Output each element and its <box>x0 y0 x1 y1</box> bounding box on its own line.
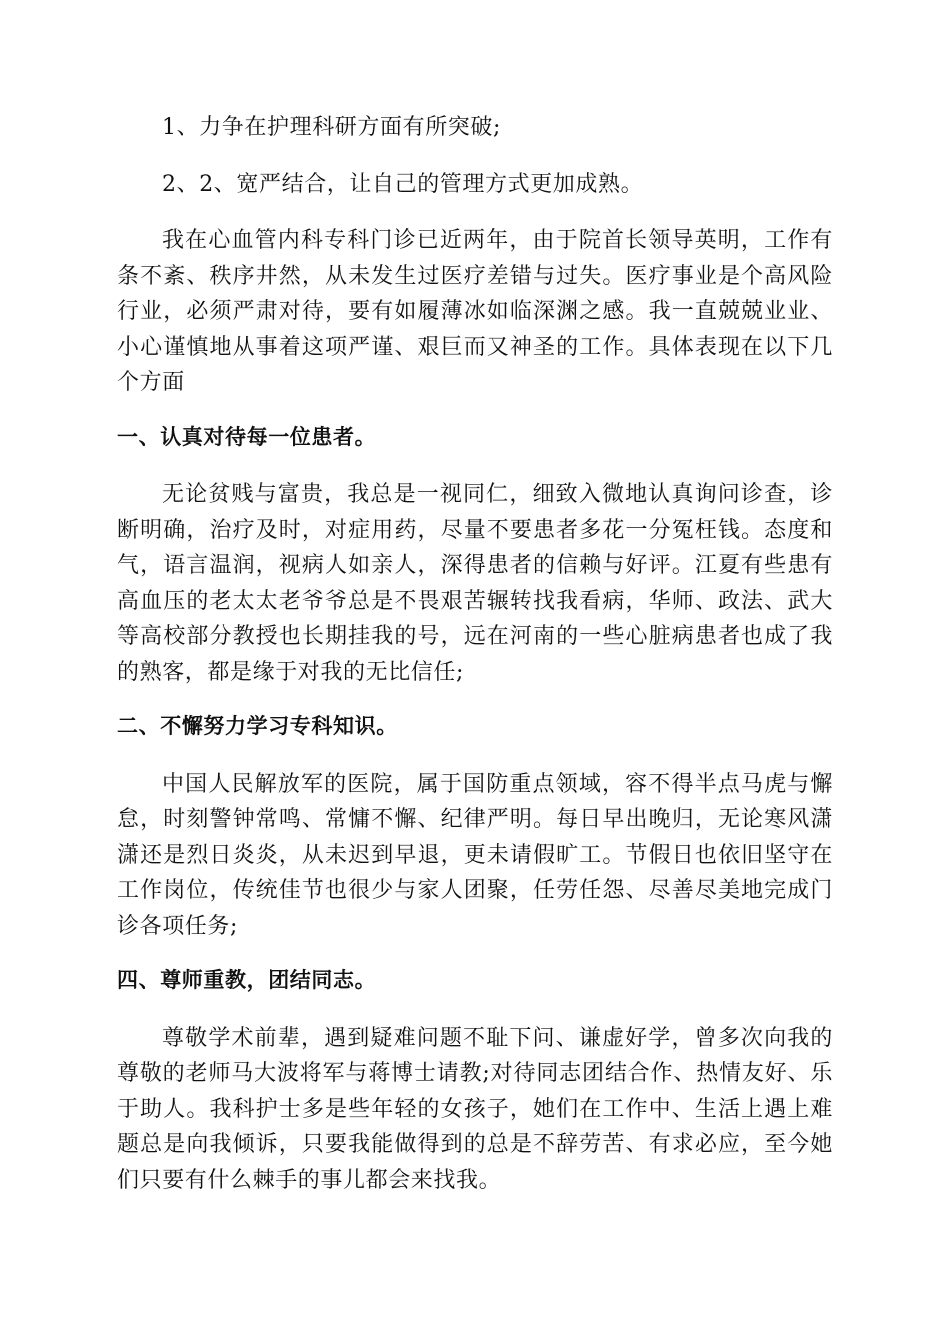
section-body-3: 尊敬学术前辈，遇到疑难问题不耻下问、谦虚好学，曾多次向我的尊敬的老师马大波将军与蒋博士请教;对待同志团结合作、热情友好、乐于助人。我科护士多是些年轻的女孩子，她们在工作中、生活上遇上难题总是向我倾诉，只要我能做得到的总是不辞劳苦、有求必应，至今她们只要有什么棘手的事儿都会来找我。 <box>117 1025 833 1193</box>
section-body-1: 无论贫贱与富贵，我总是一视同仁，细致入微地认真询问诊查，诊断明确，治疗及时，对症用药，尽量不要患者多花一分冤枉钱。态度和气，语言温润，视病人如亲人，深得患者的信赖与好评。江夏有些患有高血压的老太太老爷爷总是不畏艰苦辗转找我看病，华师、政法、武大等高校部分教授也长期挂我的号，远在河南的一些心脏病患者也成了我的熟客，都是缘于对我的无比信任; <box>117 482 833 685</box>
list-item-1: 1、力争在护理科研方面有所突破; <box>162 115 502 140</box>
section-body-2: 中国人民解放军的医院，属于国防重点领域，容不得半点马虎与懈怠，时刻警钟常鸣、常慵不懈、纪律严明。每日早出晚归，无论寒风潇潇还是烈日炎炎，从未迟到早退，更未请假旷工。节假日也依旧坚守在工作岗位，传统佳节也很少与家人团聚，任劳任怨、尽善尽美地完成门诊各项任务; <box>117 771 833 939</box>
section-heading-3: 四、尊师重教，团结同志。 <box>117 968 377 992</box>
list-item-2: 2、2、宽严结合，让自己的管理方式更加成熟。 <box>162 171 644 197</box>
intro-paragraph: 我在心血管内科专科门诊已近两年，由于院首长领导英明，工作有条不紊、秩序井然，从未发生过医疗差错与过失。医疗事业是个高风险行业，必须严肃对待，要有如履薄冰如临深渊之感。我一直兢兢业业、小心谨慎地从事着这项严谨、艰巨而又神圣的工作。具体表现在以下几个方面 <box>117 228 833 395</box>
section-heading-2: 二、不懈努力学习专科知识。 <box>117 714 398 738</box>
document-page <box>117 110 833 1198</box>
section-heading-1: 一、认真对待每一位患者。 <box>117 424 377 449</box>
